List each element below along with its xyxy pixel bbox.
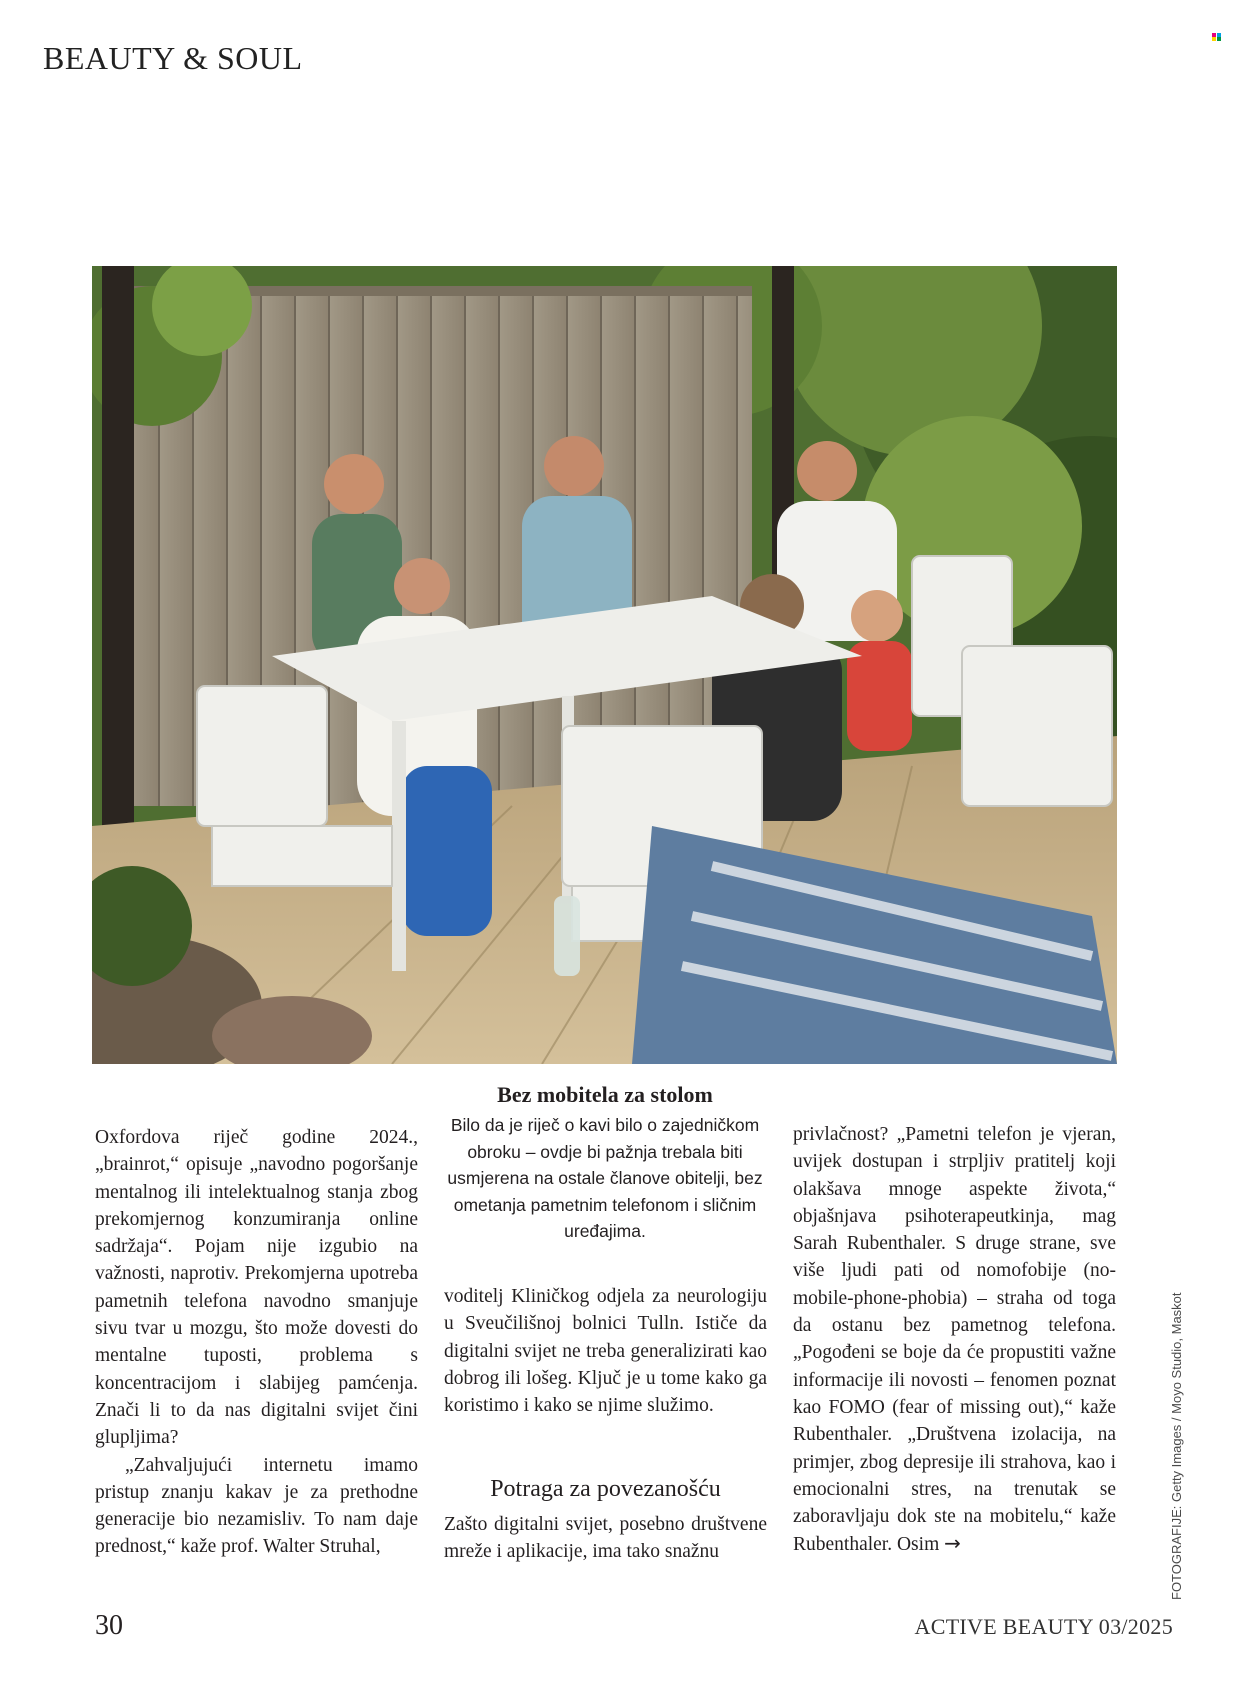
magazine-issue: ACTIVE BEAUTY 03/2025 [914,1614,1173,1639]
continue-arrow-icon: → [944,1531,961,1556]
article-column-2-continued [444,1511,767,1566]
column-1-paragraph-2: „Zahvaljujući internetu imamo pristup znanju kakav je za prethodne generacije bio nezamisliv. To nam daje prednost,“ kaže prof. Walter Struhal, [95,1454,418,1558]
color-mark-icon [1212,33,1222,41]
article-column-1 [95,1124,418,1561]
column-2-paragraph-1: voditelj Kliničkog odjela za neurologiju u Sveučilišnoj bolnici Tulln. Ističe da digitalni svijet ne treba generalizirati kao dobrog ili lošeg. Ključ je u tome kako ga koristimo i kako se njime služimo. [444,1286,767,1417]
caption-text: Bilo da je riječ o kavi bilo o zajedničkom obroku – ovdje bi pažnja trebala biti usmjerena na ostale članove obitelji, bez ometanja pametnim telefonom i sličnim uređajima. [447,1115,763,1241]
family-outdoor-table-photo [92,266,1117,1064]
section-title: BEAUTY & SOUL [43,40,303,76]
column-1-paragraph-1: Oxfordova riječ godine 2024., „brainrot,“ opisuje „navodno pogoršanje mentalnog ili intelektualnog stanja zbog prekomjernog konzumiranja online sadržaja“. Pojam nije izgubio na važnosti, naprotiv. Prekomjerna upotreba pametnih telefona navodno smanjuje sivu tvar u mozgu, što može dovesti do mentalne tuposti, problema s koncentracijom i slabijeg pamćenja. Znači li to da nas digitalni svijet čini glupljima? [95,1127,418,1449]
caption-title: Bez mobitela za stolom [497,1082,713,1107]
column-2-paragraph-2: Zašto digitalni svijet, posebno društvene mreže i aplikacije, ima tako snažnu [444,1514,767,1563]
photo-caption [444,1082,766,1245]
page-number: 30 [95,1610,123,1641]
article-column-2 [444,1283,767,1419]
article-subheading: Potraga za povezanošću [490,1476,721,1502]
column-3-paragraph-1: privlačnost? „Pametni telefon je vjeran, uvijek dostupan i strpljiv pratitelj koji olakšava mnoge aspekte života,“ objašnjava psihoterapeutkinja, mag Sarah Rubenthaler. S druge strane, sve više ljudi pati od nomofobije (no-mobile-phone-phobia) – straha od toga da ostanu bez pametnog telefona. „Pogođeni se boje da će propustiti važne informacije ili novosti – fenomen poznat kao FOMO (fear of missing out),“ kaže Rubenthaler. „Društvena izolacija, na primjer, zbog depresije ili strahova, kao i emocionalni stres, na trenutak se zaboravljaju dok ste na mobitelu,“ kaže Rubenthaler. Osim [793,1124,1116,1556]
photo-credit: FOTOGRAFIJE: Getty Images / Moyo Studio, Maskot [1169,1292,1184,1600]
article-column-3 [793,1121,1116,1559]
